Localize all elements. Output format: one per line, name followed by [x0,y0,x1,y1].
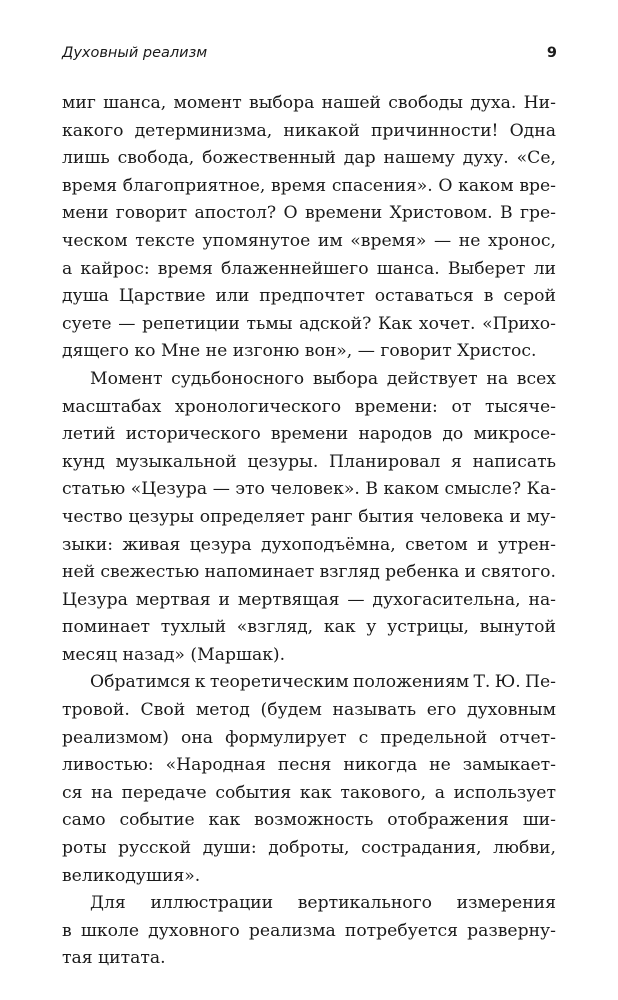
text-line: тая цитата. [62,948,166,969]
text-line: суете — репетиции тьмы адской? Как хочет. «Прихо- [62,313,556,334]
running-title: Духовный реализм [62,45,208,61]
text-line: какого детерминизма, никакой причинности! Одна [62,120,556,141]
text-line: ческом тексте упомянутое им «время» — не хронос, [62,230,556,251]
text-line: ся на передаче события как такового, а использует [62,782,556,803]
text-line: само событие как возможность отображения ши- [62,810,556,831]
text-line: душа Царствие или предпочтет оставаться в серой [62,286,556,307]
page-number: 9 [546,45,557,61]
text-line: дящего ко Мне не изгоню вон», — говорит Христос. [62,341,537,362]
text-line: статью «Цезура — это человек». В каком смысле? Ка- [62,479,556,500]
paragraph [62,890,556,973]
running-header [62,45,557,69]
text-line: чество цезуры определяет ранг бытия человека и му- [62,506,556,527]
text-line: месяц назад» (Маршак). [62,644,286,665]
text-line: зыки: живая цезура духоподъёмна, светом и утрен- [62,534,556,555]
text-line: Момент судьбоносного выбора действует на всех [90,368,556,389]
text-line: Обратимся к теоретическим положениям Т. Ю. Пе- [90,672,556,693]
text-line: миг шанса, момент выбора нашей свободы духа. Ни- [62,93,556,113]
text-line: Цезура мертвая и мертвящая — духогасительна, на- [62,589,556,610]
text-line: роты русской души: доброты, сострадания, любви, [62,838,556,859]
text-line: масштабах хронологического времени: от тысяче- [62,396,556,417]
text-line: великодушия». [62,865,201,886]
paragraph [62,366,556,670]
body-text [62,90,556,973]
text-line: Для иллюстрации вертикального измерения [90,893,556,914]
text-line: а кайрос: время блаженнейшего шанса. Выберет ли [62,258,556,279]
text-line: тровой. Свой метод (будем называть его духовным [62,700,556,721]
text-line: реализмом) она формулирует с предельной отчет- [62,727,556,748]
paragraph [62,669,556,890]
text-line: в школе духовного реализма потребуется разверну- [62,920,556,941]
text-line: ней свежестью напоминает взгляд ребенка и святого. [62,562,556,583]
paragraph [62,90,556,366]
text-line: поминает тухлый «взгляд, как у устрицы, вынутой [62,617,556,638]
text-line: ливостью: «Народная песня никогда не замыкает- [62,755,556,776]
text-line: время благоприятное, время спасения». О каком вре- [62,175,556,196]
text-line: мени говорит апостол? О времени Христовом. В гре- [62,203,556,224]
text-line: кунд музыкальной цезуры. Планировал я написать [62,451,556,472]
text-line: летий исторического времени народов до микросе- [62,424,556,445]
text-line: лишь свобода, божественный дар нашему духу. «Се, [62,148,556,169]
